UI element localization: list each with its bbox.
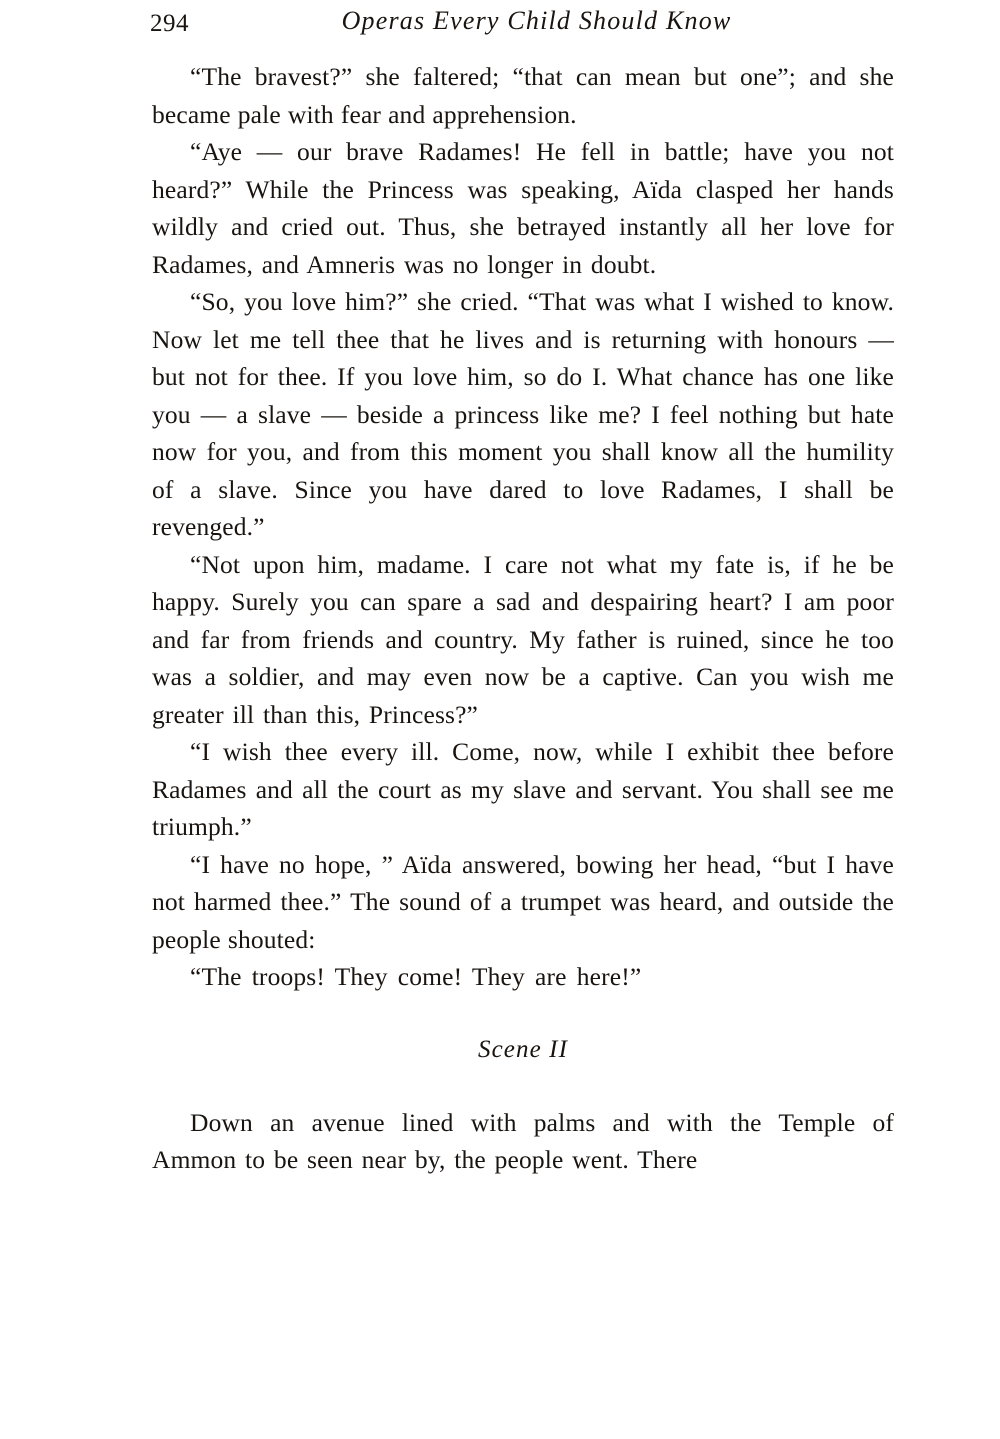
paragraph: “The bravest?” she faltered; “that can mean but one”; and she became pale with fear and apprehension. — [152, 62, 894, 129]
scene-heading: Scene II — [478, 1035, 568, 1063]
paragraph: “I wish thee every ill. Come, now, while I exhibit thee before Radames and all the court as my slave and servant. You shall see me triumph.” — [152, 737, 894, 841]
paragraph: Down an avenue lined with palms and with the Temple of Ammon to be seen near by, the people went. There — [152, 1107, 894, 1174]
paragraph: “The troops! They come! They are here!” — [190, 962, 642, 991]
running-head — [150, 6, 895, 40]
text-column — [152, 58, 894, 1179]
page-title: Operas Every Child Should Know — [341, 6, 732, 35]
paragraph: “Not upon him, madame. I care not what my fate is, if he be happy. Surely you can spare a sad and despairing heart? I am poor and far from friends and country. My father is ruined, since he too was a soldier, and may even now be a captive. Can you wish me greater ill than this, Princess?” — [152, 549, 894, 729]
paragraph: “Aye — our brave Radames! He fell in battle; have you not heard?” While the Princess was speaking, Aïda clasped her hands wildly and cried out. Thus, she betrayed instantly all her love for Radames, and Amneris was no longer in doubt. — [152, 137, 894, 279]
paragraph: “So, you love him?” she cried. “That was what I wished to know. Now let me tell thee that he lives and is returning with honours — but not for thee. If you love him, so do I. What chance has one like you — a slave — beside a princess like me? I feel nothing but hate now for you, and from this moment you shall know all the humility of a slave. Since you have dared to love Radames, I shall be revenged.” — [152, 287, 894, 541]
paragraph: “I have no hope, ” Aïda answered, bowing her head, “but I have not harmed thee.” The sound of a trumpet was heard, and outside the people shouted: — [152, 849, 894, 954]
page-number: 294 — [150, 10, 189, 37]
